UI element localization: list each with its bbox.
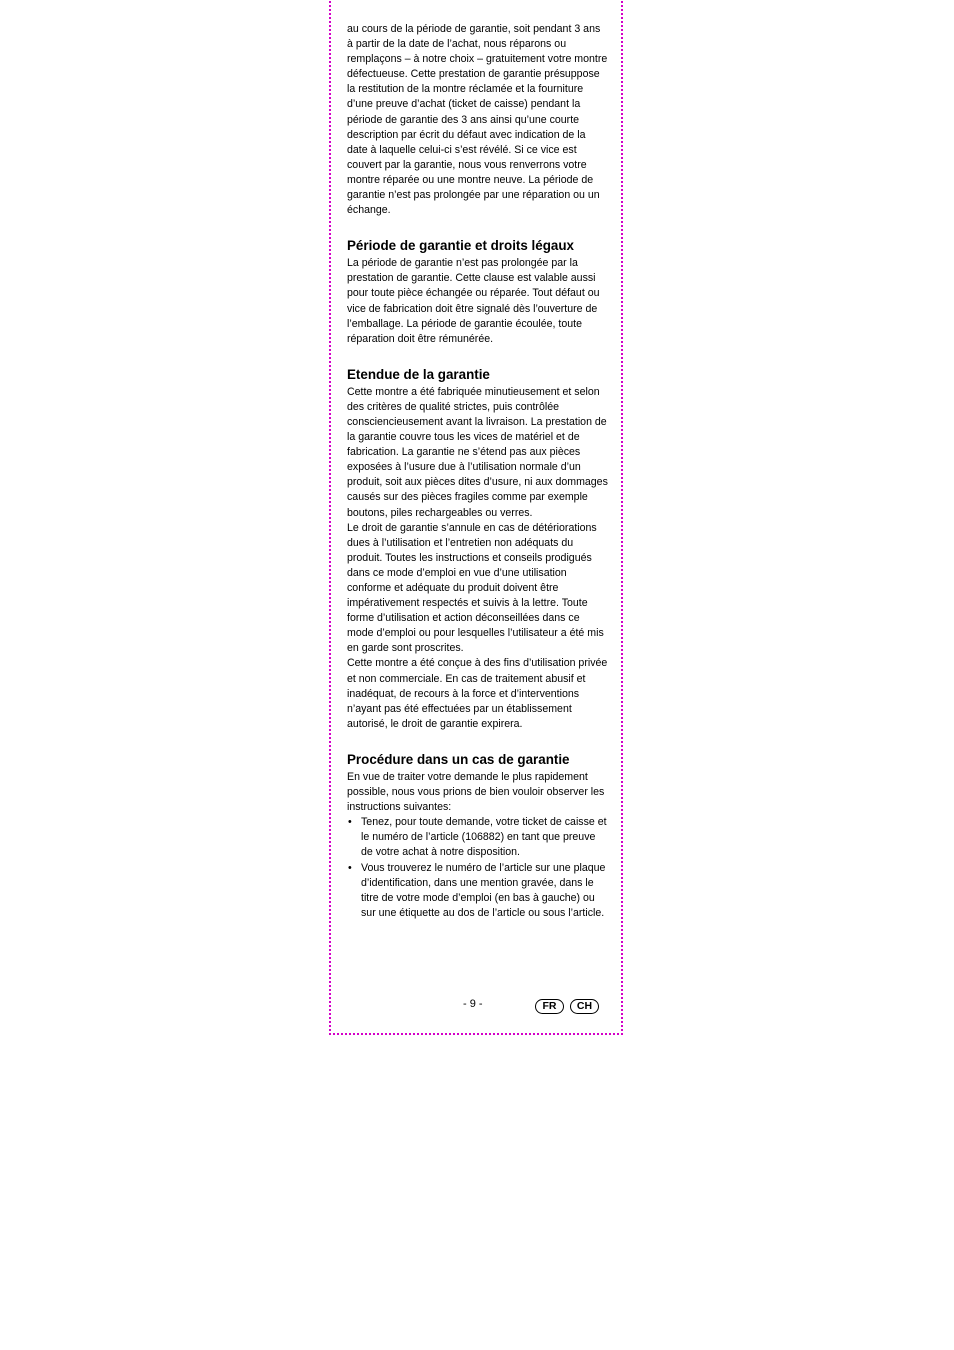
warranty-scope-paragraph-3: Cette montre a été conçue à des fins d’utilisation privée et non commerciale. En cas de traitement abusif et inadéquat, de recours à la force et d’interventions n’ayant pas été effectuées par un établissement autorisé, le droit de garantie expirera. (347, 657, 608, 730)
page-number: - 9 - (463, 998, 483, 1010)
warranty-scope-paragraph-1: Cette montre a été fabriquée minutieusement et selon des critères de qualité strictes, puis contrôlée consciencieusement avant la livraison. La prestation de la garantie couvre tous les vices de matériel et de fabrication. La garantie ne s’étend pas aux pièces exposées à l’usure due à l’utilisation normale d’un produit, soit aux pièces dites d’usure, ni aux dommages causés sur des pièces fragiles comme par exemple boutons, piles rechargeables ou verres. (347, 385, 608, 519)
section-heading-warranty-period: Période de garantie et droits légaux (347, 238, 574, 254)
document-body (347, 22, 609, 921)
list-item (347, 861, 609, 921)
intro-paragraph: au cours de la période de garantie, soit pendant 3 ans à partir de la date de l’achat, nous réparons ou remplaçons – à notre choix – gratuitement votre montre défectueuse. Cette prestation de garantie présuppose la restitution de la montre réclamée et la fourniture d’une preuve d’achat (ticket de caisse) pendant la période de garantie des 3 ans ainsi qu’une courte description par écrit du défaut avec indication de la date à laquelle celui-ci s’est révélé. Si ce vice est couvert par la garantie, nous vous renverrons votre montre réparée ou une montre neuve. La période de garantie n’est pas prolongée par une réparation ou un échange. (347, 23, 608, 217)
instructions-list (347, 815, 609, 921)
warranty-period-paragraph: La période de garantie n’est pas prolongée par la prestation de garantie. Cette clause est valable aussi pour toute pièce échangée ou réparée. Tout défaut ou vice de fabrication doit être signalé dès l’ouverture de l’emballage. La période de garantie écoulée, toute réparation doit être rémunérée. (347, 257, 600, 345)
country-badge-fr: FR (535, 999, 564, 1014)
section-heading-warranty-scope: Etendue de la garantie (347, 366, 490, 382)
list-item-text: Vous trouverez le numéro de l’article sur une plaque d’identification, dans une mention gravée, dans le titre de votre mode d’emploi (en bas à gauche) ou sur une étiquette au dos de l’article ou sous l’article. (361, 861, 606, 919)
bullet-icon: • (348, 861, 352, 874)
list-item (347, 815, 609, 860)
warranty-scope-paragraph-2: Le droit de garantie s’annule en cas de détériorations dues à l’utilisation et l’entretien non adéquats du produit. Toutes les instructions et conseils prodigués dans ce mode d’emploi en vue d’une utilisation conforme et adéquate du produit doivent être impérativement respectés et suivis à la lettre. Toute forme d’utilisation et action déconseillées dans ce mode d’emploi ou pour lesquelles l’utilisateur a été mis en garde sont proscrites. (347, 521, 604, 655)
bullet-icon: • (348, 816, 352, 829)
country-badge-ch: CH (570, 999, 599, 1014)
section-heading-warranty-procedure: Procédure dans un cas de garantie (347, 751, 570, 767)
list-item-text: Tenez, pour toute demande, votre ticket de caisse et le numéro de l’article (106882) en tant que preuve de votre achat à notre disposition. (361, 816, 607, 859)
warranty-procedure-paragraph: En vue de traiter votre demande le plus rapidement possible, nous vous prions de bien vouloir observer les instructions suivantes: (347, 770, 605, 814)
